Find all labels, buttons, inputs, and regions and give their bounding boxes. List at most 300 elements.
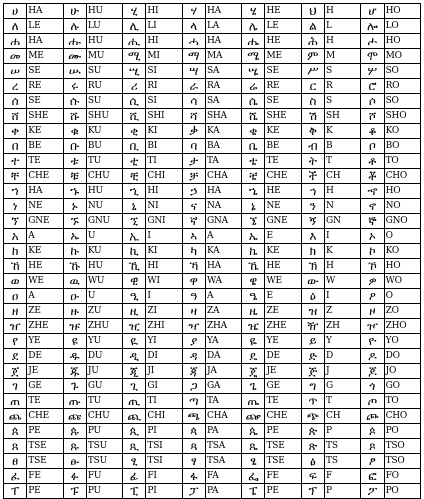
transliteration-cell: ZA (205, 304, 241, 319)
ethiopic-glyph-cell: ሶ (361, 94, 384, 109)
ethiopic-glyph-cell: ዔ (242, 289, 265, 304)
transliteration-cell: G (325, 379, 361, 394)
ethiopic-glyph-cell: ዌ (242, 274, 265, 289)
transliteration-cell: JU (86, 364, 122, 379)
transliteration-cell: CHI (146, 169, 182, 184)
transliteration-cell: SHO (384, 109, 420, 124)
ethiopic-glyph-cell: ዳ (182, 349, 205, 364)
ethiopic-glyph-cell: ሎ (361, 19, 384, 34)
transliteration-cell: GI (146, 379, 182, 394)
transliteration-cell: K (325, 244, 361, 259)
ethiopic-glyph-cell: ወ (4, 274, 27, 289)
transliteration-cell: H (325, 259, 361, 274)
transliteration-cell: CHU (86, 409, 122, 424)
ethiopic-glyph-cell: ስ (301, 94, 324, 109)
ethiopic-glyph-cell: ጠ (4, 394, 27, 409)
ethiopic-glyph-cell: ዒ (123, 289, 146, 304)
transliteration-cell: WE (265, 274, 301, 289)
ethiopic-glyph-cell: ጁ (63, 364, 86, 379)
table-row (4, 334, 421, 349)
ethiopic-glyph-cell: ሆ (361, 4, 384, 19)
transliteration-cell: BE (265, 139, 301, 154)
transliteration-cell: KO (384, 124, 420, 139)
transliteration-cell: TO (384, 154, 420, 169)
ethiopic-glyph-cell: ጡ (63, 394, 86, 409)
ethiopic-glyph-cell: ዚ (123, 304, 146, 319)
transliteration-cell: GNE (265, 214, 301, 229)
transliteration-cell: TU (86, 394, 122, 409)
ethiopic-glyph-cell: ች (301, 169, 324, 184)
ethiopic-glyph-cell: ሔ (242, 34, 265, 49)
ethiopic-glyph-cell: ዕ (301, 289, 324, 304)
transliteration-cell: E (265, 289, 301, 304)
ethiopic-glyph-cell: ዛ (182, 304, 205, 319)
ethiopic-glyph-cell: ቺ (123, 169, 146, 184)
ethiopic-glyph-cell: ጼ (242, 439, 265, 454)
ethiopic-glyph-cell: ጵ (301, 424, 324, 439)
ethiopic-glyph-cell: ጆ (361, 364, 384, 379)
transliteration-cell: PO (384, 484, 420, 499)
transliteration-cell: WE (27, 274, 63, 289)
transliteration-cell: SI (146, 94, 182, 109)
table-row (4, 139, 421, 154)
transliteration-cell: U (86, 229, 122, 244)
ethiopic-glyph-cell: ዡ (63, 319, 86, 334)
ethiopic-glyph-cell: ዐ (4, 289, 27, 304)
transliteration-cell: HI (146, 4, 182, 19)
ethiopic-glyph-cell: ና (182, 199, 205, 214)
transliteration-cell: TSO (384, 439, 420, 454)
ethiopic-glyph-cell: ቂ (123, 124, 146, 139)
ethiopic-glyph-cell: ዣ (182, 319, 205, 334)
transliteration-cell: GA (205, 379, 241, 394)
transliteration-cell: NO (384, 199, 420, 214)
ethiopic-glyph-cell: ሲ (123, 94, 146, 109)
transliteration-cell: TSI (146, 454, 182, 469)
transliteration-cell: HE (27, 259, 63, 274)
ethiopic-glyph-cell: ባ (182, 139, 205, 154)
ethiopic-glyph-cell: ጋ (182, 379, 205, 394)
ethiopic-glyph-cell: ሰ (4, 94, 27, 109)
transliteration-cell: RA (205, 79, 241, 94)
ethiopic-glyph-cell: ኘ (4, 214, 27, 229)
ethiopic-glyph-cell: ተ (4, 154, 27, 169)
ethiopic-glyph-cell: ዪ (123, 334, 146, 349)
table-row (4, 454, 421, 469)
transliteration-cell: TS (325, 439, 361, 454)
ethiopic-glyph-cell: ፅ (301, 454, 324, 469)
transliteration-cell: NE (27, 199, 63, 214)
ethiopic-glyph-cell: ሽ (301, 109, 324, 124)
transliteration-cell: CHO (384, 409, 420, 424)
transliteration-cell: P (325, 424, 361, 439)
ethiopic-glyph-cell: ፑ (63, 484, 86, 499)
ethiopic-glyph-cell: ፄ (242, 454, 265, 469)
transliteration-cell: HI (146, 34, 182, 49)
transliteration-cell: GNA (205, 214, 241, 229)
ethiopic-glyph-cell: ቆ (361, 124, 384, 139)
ethiopic-glyph-cell: ደ (4, 349, 27, 364)
transliteration-cell: TA (205, 394, 241, 409)
transliteration-cell: TSA (205, 454, 241, 469)
transliteration-cell: HA (27, 34, 63, 49)
transliteration-cell: TE (27, 154, 63, 169)
ethiopic-glyph-cell: ዱ (63, 349, 86, 364)
transliteration-cell: KU (86, 244, 122, 259)
transliteration-cell: GO (384, 379, 420, 394)
transliteration-cell: SO (384, 94, 420, 109)
ethiopic-glyph-cell: ሺ (123, 109, 146, 124)
ethiopic-glyph-cell: ኛ (182, 214, 205, 229)
ethiopic-glyph-cell: ኮ (361, 244, 384, 259)
ethiopic-glyph-cell: ኤ (242, 229, 265, 244)
transliteration-cell: CHA (205, 409, 241, 424)
transliteration-cell: HE (265, 259, 301, 274)
ethiopic-glyph-cell: ኩ (63, 244, 86, 259)
ethiopic-glyph-cell: ሁ (63, 4, 86, 19)
transliteration-cell: RE (265, 79, 301, 94)
transliteration-cell: NE (265, 199, 301, 214)
transliteration-cell: ZI (146, 304, 182, 319)
transliteration-cell: HA (27, 184, 63, 199)
fidel-chart-table (3, 3, 421, 499)
transliteration-cell: GNE (27, 214, 63, 229)
transliteration-cell: FA (205, 469, 241, 484)
transliteration-cell: HU (86, 34, 122, 49)
ethiopic-glyph-cell: ሜ (242, 49, 265, 64)
ethiopic-glyph-cell: ኻ (182, 259, 205, 274)
transliteration-cell: NA (205, 199, 241, 214)
ethiopic-glyph-cell: ፓ (182, 484, 205, 499)
transliteration-cell: SA (205, 94, 241, 109)
transliteration-cell: A (27, 229, 63, 244)
ethiopic-glyph-cell: ቤ (242, 139, 265, 154)
ethiopic-glyph-cell: ሹ (63, 109, 86, 124)
transliteration-cell: CHE (27, 409, 63, 424)
transliteration-cell: CHE (27, 169, 63, 184)
transliteration-cell: TSU (86, 454, 122, 469)
ethiopic-glyph-cell: ጸ (4, 439, 27, 454)
ethiopic-glyph-cell: ሱ (63, 94, 86, 109)
ethiopic-glyph-cell: ኣ (182, 229, 205, 244)
ethiopic-glyph-cell: ጱ (63, 424, 86, 439)
transliteration-cell: K (325, 124, 361, 139)
ethiopic-glyph-cell: እ (301, 229, 324, 244)
ethiopic-glyph-cell: ሖ (361, 34, 384, 49)
transliteration-cell: SE (27, 64, 63, 79)
ethiopic-glyph-cell: ቴ (242, 154, 265, 169)
ethiopic-glyph-cell: ኪ (123, 244, 146, 259)
ethiopic-glyph-cell: ብ (301, 139, 324, 154)
ethiopic-glyph-cell: ሞ (361, 49, 384, 64)
ethiopic-glyph-cell: አ (4, 229, 27, 244)
table-row (4, 259, 421, 274)
ethiopic-glyph-cell: ጴ (242, 424, 265, 439)
ethiopic-glyph-cell: ፁ (63, 454, 86, 469)
transliteration-cell: CH (325, 169, 361, 184)
ethiopic-glyph-cell: ከ (4, 244, 27, 259)
ethiopic-glyph-cell: ዜ (242, 304, 265, 319)
ethiopic-glyph-cell: ዤ (242, 319, 265, 334)
ethiopic-glyph-cell: ሊ (123, 19, 146, 34)
ethiopic-glyph-cell: ኑ (63, 199, 86, 214)
ethiopic-glyph-cell: ገ (4, 379, 27, 394)
ethiopic-glyph-cell: ኾ (361, 259, 384, 274)
table-row (4, 244, 421, 259)
ethiopic-glyph-cell: ጶ (361, 424, 384, 439)
transliteration-cell: TSE (265, 439, 301, 454)
transliteration-cell: ZHO (384, 319, 420, 334)
transliteration-cell: ZE (27, 304, 63, 319)
table-row (4, 469, 421, 484)
transliteration-cell: PU (86, 424, 122, 439)
ethiopic-glyph-cell: ሑ (63, 34, 86, 49)
ethiopic-glyph-cell: የ (4, 334, 27, 349)
ethiopic-glyph-cell: ሮ (361, 79, 384, 94)
ethiopic-glyph-cell: ጾ (361, 439, 384, 454)
ethiopic-glyph-cell: ኄ (242, 184, 265, 199)
table-row (4, 364, 421, 379)
transliteration-cell: ZO (384, 304, 420, 319)
transliteration-cell: DE (265, 349, 301, 364)
transliteration-cell: LU (86, 19, 122, 34)
transliteration-cell: S (325, 64, 361, 79)
ethiopic-glyph-cell: ቡ (63, 139, 86, 154)
transliteration-cell: ZHE (27, 319, 63, 334)
ethiopic-glyph-cell: ዎ (361, 274, 384, 289)
table-row (4, 424, 421, 439)
ethiopic-glyph-cell: ሴ (242, 94, 265, 109)
transliteration-cell: MU (86, 49, 122, 64)
transliteration-cell: GU (86, 379, 122, 394)
transliteration-cell: BI (146, 139, 182, 154)
ethiopic-glyph-cell: ው (301, 274, 324, 289)
ethiopic-glyph-cell: ፔ (242, 484, 265, 499)
transliteration-cell: H (325, 184, 361, 199)
ethiopic-glyph-cell: ዙ (63, 304, 86, 319)
ethiopic-glyph-cell: ጹ (63, 439, 86, 454)
table-row (4, 394, 421, 409)
transliteration-cell: FI (146, 469, 182, 484)
transliteration-cell: CH (325, 409, 361, 424)
ethiopic-glyph-cell: ጽ (301, 439, 324, 454)
table-row (4, 349, 421, 364)
transliteration-cell: CHO (384, 169, 420, 184)
table-row (4, 49, 421, 64)
ethiopic-glyph-cell: ፎ (361, 469, 384, 484)
ethiopic-glyph-cell: ሉ (63, 19, 86, 34)
ethiopic-glyph-cell: ጌ (242, 379, 265, 394)
ethiopic-glyph-cell: ዬ (242, 334, 265, 349)
ethiopic-glyph-cell: ፉ (63, 469, 86, 484)
ethiopic-glyph-cell: ኃ (182, 184, 205, 199)
transliteration-cell: SH (325, 109, 361, 124)
transliteration-cell: D (325, 349, 361, 364)
ethiopic-glyph-cell: ኁ (63, 184, 86, 199)
ethiopic-glyph-cell: ሪ (123, 79, 146, 94)
transliteration-cell: HI (146, 259, 182, 274)
ethiopic-glyph-cell: ሡ (63, 64, 86, 79)
ethiopic-glyph-cell: ጢ (123, 394, 146, 409)
ethiopic-glyph-cell: ሢ (123, 64, 146, 79)
ethiopic-glyph-cell: ሦ (361, 64, 384, 79)
ethiopic-glyph-cell: ዘ (4, 304, 27, 319)
ethiopic-glyph-cell: ጣ (182, 394, 205, 409)
ethiopic-glyph-cell: ፐ (4, 484, 27, 499)
fidel-chart-body (4, 4, 421, 499)
table-row (4, 4, 421, 19)
ethiopic-glyph-cell: ፍ (301, 469, 324, 484)
ethiopic-glyph-cell: በ (4, 139, 27, 154)
ethiopic-glyph-cell: ት (301, 154, 324, 169)
transliteration-cell: PU (86, 484, 122, 499)
ethiopic-glyph-cell: ኂ (123, 184, 146, 199)
transliteration-cell: A (205, 229, 241, 244)
ethiopic-glyph-cell: ሂ (123, 4, 146, 19)
ethiopic-glyph-cell: ዠ (4, 319, 27, 334)
transliteration-cell: PA (205, 484, 241, 499)
ethiopic-glyph-cell: ፌ (242, 469, 265, 484)
ethiopic-glyph-cell: ዞ (361, 304, 384, 319)
transliteration-cell: WU (86, 274, 122, 289)
ethiopic-glyph-cell: ጥ (301, 394, 324, 409)
transliteration-cell: TE (27, 394, 63, 409)
ethiopic-glyph-cell: ቸ (4, 169, 27, 184)
ethiopic-glyph-cell: ዉ (63, 274, 86, 289)
transliteration-cell: CHE (265, 409, 301, 424)
ethiopic-glyph-cell: ን (301, 199, 324, 214)
transliteration-cell: F (325, 469, 361, 484)
ethiopic-glyph-cell: ጰ (4, 424, 27, 439)
transliteration-cell: DA (205, 349, 241, 364)
ethiopic-glyph-cell: ፈ (4, 469, 27, 484)
transliteration-cell: BA (205, 139, 241, 154)
transliteration-cell: FE (27, 469, 63, 484)
transliteration-cell: SHA (205, 109, 241, 124)
transliteration-cell: PE (265, 424, 301, 439)
transliteration-cell: TSO (384, 454, 420, 469)
ethiopic-glyph-cell: ዋ (182, 274, 205, 289)
transliteration-cell: H (325, 4, 361, 19)
table-row (4, 289, 421, 304)
ethiopic-glyph-cell: ካ (182, 244, 205, 259)
transliteration-cell: PE (27, 424, 63, 439)
transliteration-cell: ZE (265, 304, 301, 319)
transliteration-cell: MI (146, 49, 182, 64)
ethiopic-glyph-cell: ሣ (182, 64, 205, 79)
ethiopic-glyph-cell: ዦ (361, 319, 384, 334)
transliteration-cell: BU (86, 139, 122, 154)
ethiopic-glyph-cell: ያ (182, 334, 205, 349)
ethiopic-glyph-cell: ኆ (361, 184, 384, 199)
ethiopic-glyph-cell: ጳ (182, 424, 205, 439)
ethiopic-glyph-cell: ሙ (63, 49, 86, 64)
ethiopic-glyph-cell: ጅ (301, 364, 324, 379)
ethiopic-glyph-cell: ሓ (182, 34, 205, 49)
ethiopic-glyph-cell: ነ (4, 199, 27, 214)
ethiopic-glyph-cell: ቄ (242, 124, 265, 139)
ethiopic-glyph-cell: ኜ (242, 214, 265, 229)
ethiopic-glyph-cell: ኖ (361, 199, 384, 214)
transliteration-cell: JI (146, 364, 182, 379)
transliteration-cell: HU (86, 259, 122, 274)
transliteration-cell: CHA (205, 169, 241, 184)
transliteration-cell: TSA (205, 439, 241, 454)
table-row (4, 64, 421, 79)
transliteration-cell: ZHA (205, 319, 241, 334)
transliteration-cell: ZHE (265, 319, 301, 334)
transliteration-cell: HA (27, 4, 63, 19)
ethiopic-glyph-cell: ሃ (182, 4, 205, 19)
ethiopic-glyph-cell: ል (301, 19, 324, 34)
ethiopic-glyph-cell: ሠ (4, 64, 27, 79)
transliteration-cell: BO (384, 139, 420, 154)
ethiopic-glyph-cell: ራ (182, 79, 205, 94)
transliteration-cell: TSE (27, 439, 63, 454)
ethiopic-glyph-cell: ቱ (63, 154, 86, 169)
transliteration-cell: SA (205, 64, 241, 79)
transliteration-cell: HI (146, 184, 182, 199)
ethiopic-glyph-cell: ፃ (182, 454, 205, 469)
transliteration-cell: HU (86, 184, 122, 199)
ethiopic-glyph-cell: ፆ (361, 454, 384, 469)
ethiopic-glyph-cell: ኼ (242, 259, 265, 274)
ethiopic-glyph-cell: ጦ (361, 394, 384, 409)
transliteration-cell: ZU (86, 304, 122, 319)
ethiopic-glyph-cell: ር (301, 79, 324, 94)
table-row (4, 484, 421, 499)
transliteration-cell: SU (86, 64, 122, 79)
transliteration-cell: A (205, 289, 241, 304)
ethiopic-glyph-cell: ሤ (242, 64, 265, 79)
ethiopic-glyph-cell: ላ (182, 19, 205, 34)
transliteration-cell: PI (146, 484, 182, 499)
table-row (4, 154, 421, 169)
transliteration-cell: WI (146, 274, 182, 289)
table-row (4, 274, 421, 289)
ethiopic-glyph-cell: ጮ (361, 409, 384, 424)
ethiopic-glyph-cell: ፕ (301, 484, 324, 499)
ethiopic-glyph-cell: መ (4, 49, 27, 64)
transliteration-cell: HO (384, 184, 420, 199)
transliteration-cell: KI (146, 124, 182, 139)
transliteration-cell: B (325, 139, 361, 154)
transliteration-cell: TSU (86, 439, 122, 454)
ethiopic-glyph-cell: ኽ (301, 259, 324, 274)
transliteration-cell: DO (384, 349, 420, 364)
ethiopic-glyph-cell: ቻ (182, 169, 205, 184)
ethiopic-glyph-cell: ጀ (4, 364, 27, 379)
ethiopic-glyph-cell: ቾ (361, 169, 384, 184)
ethiopic-glyph-cell: ይ (301, 334, 324, 349)
transliteration-cell: SE (265, 64, 301, 79)
transliteration-cell: YU (86, 334, 122, 349)
table-row (4, 229, 421, 244)
transliteration-cell: R (325, 79, 361, 94)
ethiopic-glyph-cell: ኀ (4, 184, 27, 199)
transliteration-cell: YO (384, 334, 420, 349)
transliteration-cell: KA (205, 124, 241, 139)
transliteration-cell: KE (27, 244, 63, 259)
transliteration-cell: T (325, 154, 361, 169)
transliteration-cell: TSE (265, 454, 301, 469)
ethiopic-glyph-cell: ኞ (361, 214, 384, 229)
ethiopic-glyph-cell: ዊ (123, 274, 146, 289)
transliteration-cell: KE (265, 244, 301, 259)
ethiopic-glyph-cell: ዝ (301, 304, 324, 319)
ethiopic-glyph-cell: ፖ (361, 484, 384, 499)
transliteration-cell: ZHI (146, 319, 182, 334)
